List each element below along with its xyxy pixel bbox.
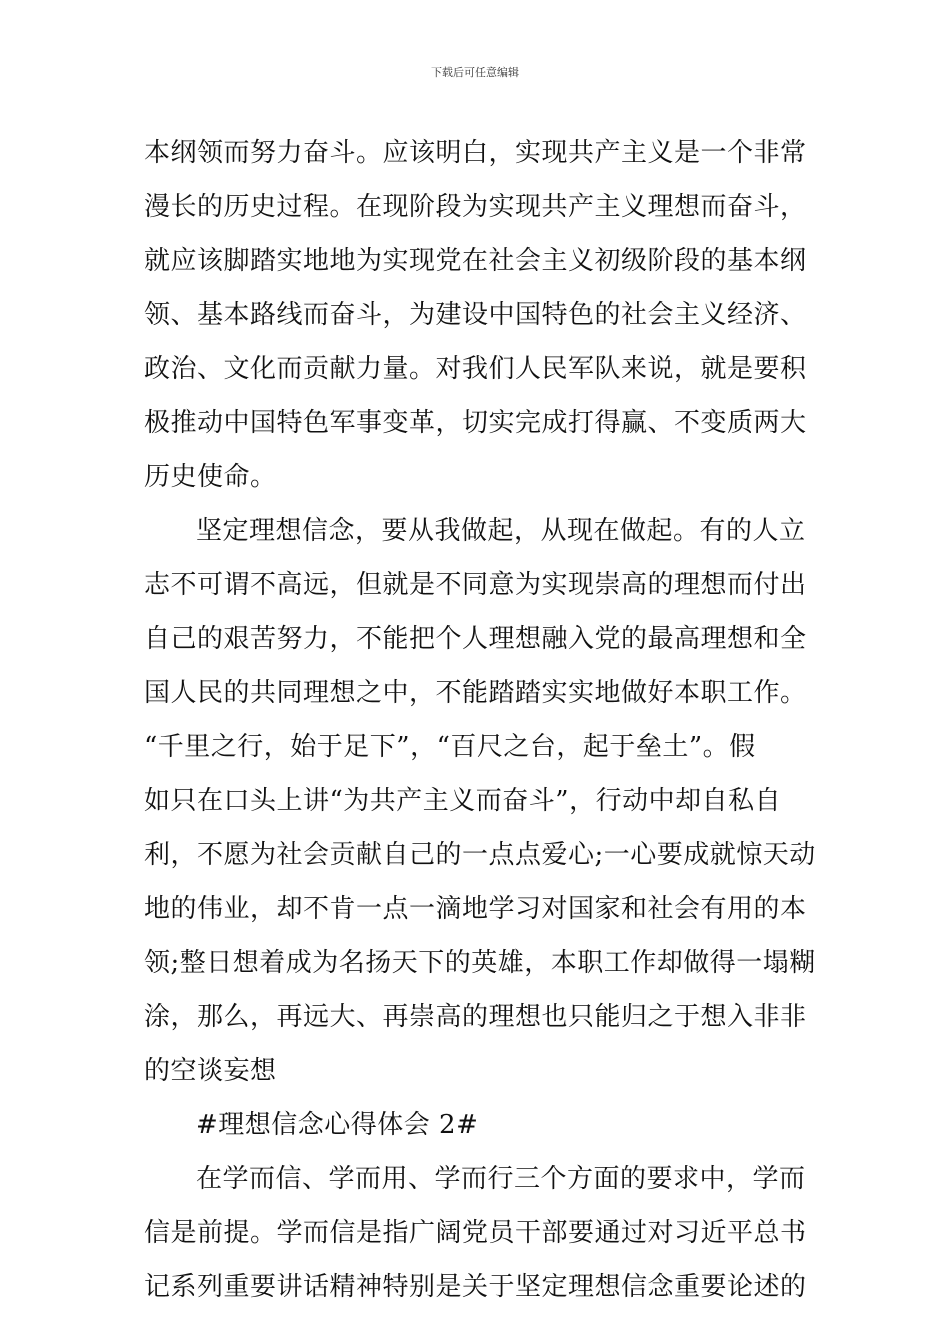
text-line: 坚定理想信念，要从我做起，从现在做起。有的人立 bbox=[196, 516, 806, 546]
text-line: 的空谈妄想 bbox=[144, 1056, 277, 1086]
text-line: 涂，那么，再远大、再崇高的理想也只能归之于想入非非 bbox=[144, 1002, 807, 1032]
text-line: 志不可谓不高远，但就是不同意为实现崇高的理想而付出 bbox=[144, 570, 807, 600]
text-line: 在学而信、学而用、学而行三个方面的要求中，学而 bbox=[196, 1164, 806, 1194]
text-line: 政治、文化而贡献力量。对我们人民军队来说，就是要积 bbox=[144, 354, 807, 384]
text-line: 国人民的共同理想之中，不能踏踏实实地做好本职工作。 bbox=[144, 678, 807, 708]
text-line: 地的伟业，却不肯一点一滴地学习对国家和社会有用的本 bbox=[144, 894, 807, 924]
section-heading: #理想信念心得体会 2# bbox=[196, 1110, 479, 1140]
text-line: 利，不愿为社会贡献自己的一点点爱心;一心要成就惊天动 bbox=[144, 840, 816, 870]
text-line: “千里之行，始于足下”，“百尺之台，起于垒土”。假 bbox=[144, 732, 756, 762]
document-body bbox=[144, 126, 816, 1314]
text-line: 记系列重要讲话精神特别是关于坚定理想信念重要论述的 bbox=[144, 1272, 807, 1302]
text-line: 漫长的历史过程。在现阶段为实现共产主义理想而奋斗， bbox=[144, 192, 807, 222]
paragraph-2 bbox=[144, 504, 816, 1098]
text-line: 本纲领而努力奋斗。应该明白，实现共产主义是一个非常 bbox=[144, 138, 807, 168]
paragraph-3 bbox=[144, 1152, 806, 1314]
text-line: 自己的艰苦努力，不能把个人理想融入党的最高理想和全 bbox=[144, 624, 807, 654]
page-header: 下载后可任意编辑 bbox=[431, 66, 519, 79]
paragraph-1 bbox=[144, 126, 806, 504]
text-line: 信是前提。学而信是指广阔党员干部要通过对习近平总书 bbox=[144, 1218, 807, 1248]
text-line: 领;整日想着成为名扬天下的英雄，本职工作却做得一塌糊 bbox=[144, 948, 816, 978]
text-line: 领、基本路线而奋斗，为建设中国特色的社会主义经济、 bbox=[144, 300, 807, 330]
text-line: 极推动中国特色军事变革，切实完成打得赢、不变质两大 bbox=[144, 408, 807, 438]
text-line: 如只在口头上讲“为共产主义而奋斗”，行动中却自私自 bbox=[144, 786, 782, 816]
text-line: 就应该脚踏实地地为实现党在社会主义初级阶段的基本纲 bbox=[144, 246, 807, 276]
text-line: 历史使命。 bbox=[144, 462, 277, 492]
